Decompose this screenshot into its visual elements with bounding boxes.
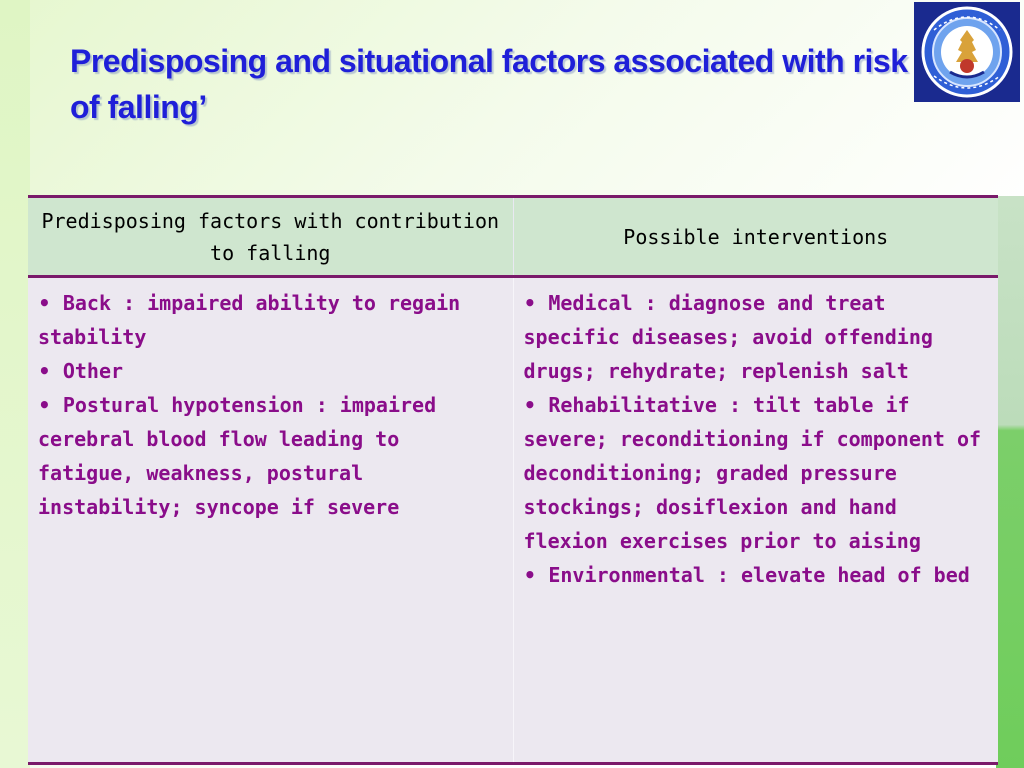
list-item: • Postural hypotension : impaired cerebral blood flow leading to fatigue, weakness, postural instability; syncope if severe (38, 393, 437, 519)
slide-title: Predisposing and situational factors associated with risk of falling’ (70, 43, 908, 125)
predisposing-factors-cell (28, 277, 513, 764)
list-item: • Back : impaired ability to regain stability (38, 291, 461, 349)
header-possible-interventions: Possible interventions (513, 197, 998, 277)
list-item: • Environmental : elevate head of bed (523, 563, 970, 587)
list-item: • Rehabilitative : tilt table if severe; reconditioning if component of deconditioning; graded pressure stockings; dosiflexion and hand flexion exercises prior to aising (523, 393, 982, 553)
list-item: • Medical : diagnose and treat specific diseases; avoid offending drugs; rehydrate; replenish salt (523, 291, 933, 383)
header-predisposing-factors: Predisposing factors with contribution to falling (28, 197, 513, 277)
university-seal-icon (914, 2, 1020, 102)
factors-table (28, 195, 998, 765)
list-item: • Other (38, 359, 124, 383)
possible-interventions-cell (513, 277, 998, 764)
decorative-right-band (996, 196, 1024, 768)
background-left-band (0, 0, 30, 768)
